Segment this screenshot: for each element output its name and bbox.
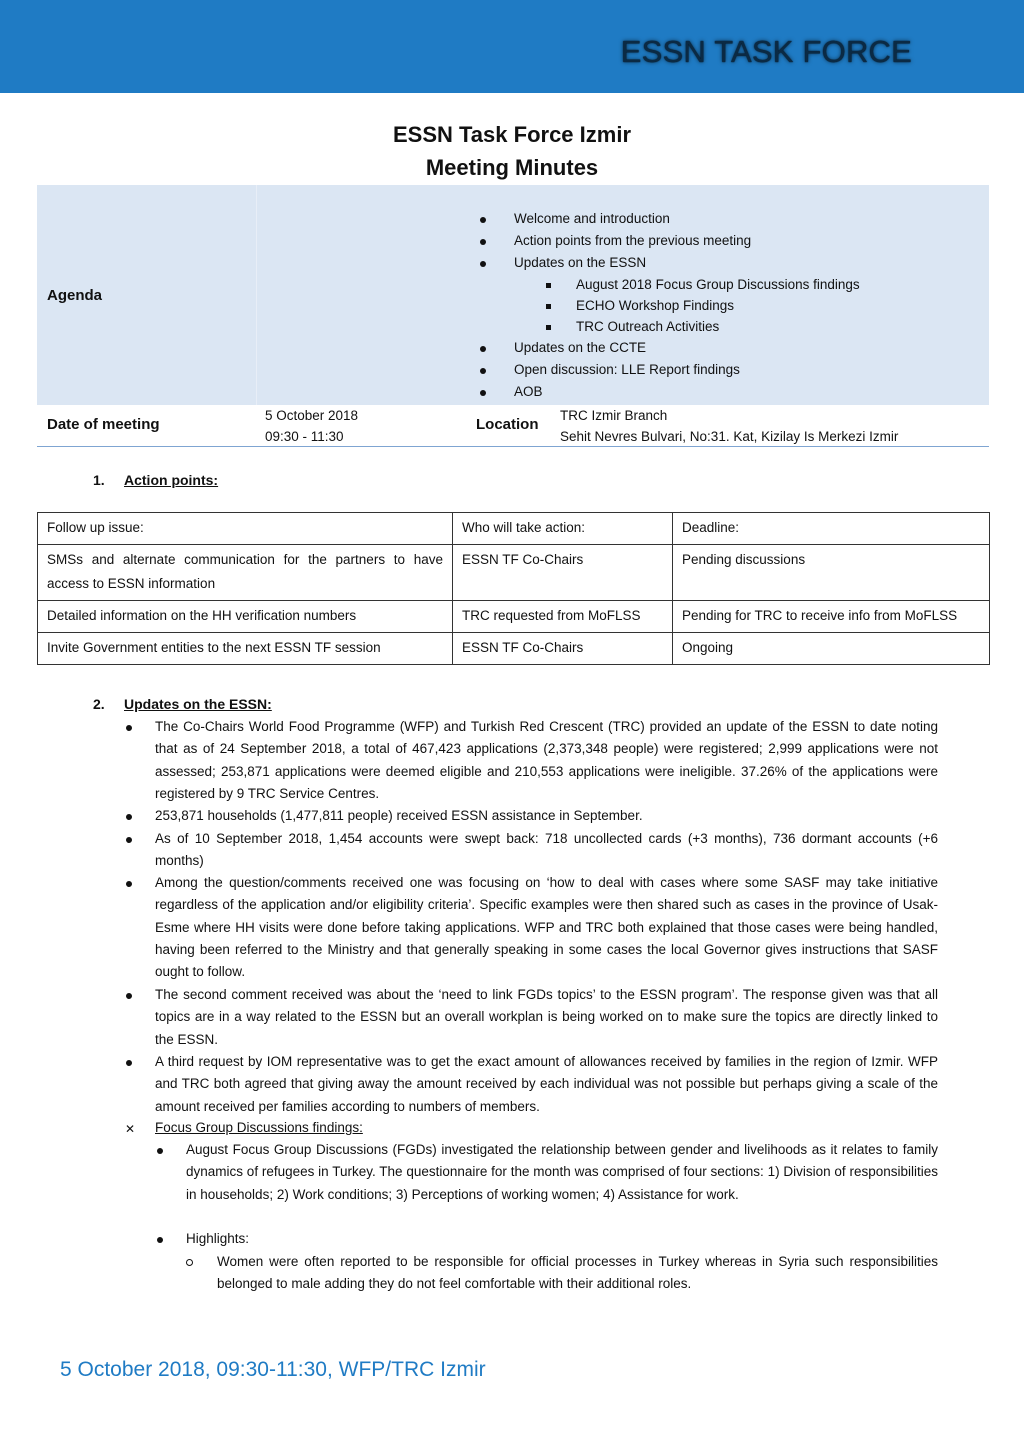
meeting-time: 09:30 - 11:30 xyxy=(265,429,344,444)
highlight-paragraph: Women were often reported to be responsible for official processes in Turkey whereas in Syria such responsibilities belonged to male adding they do not feel comfortable with their additional roles. xyxy=(217,1254,938,1292)
table-header-cell: Deadline: xyxy=(673,513,990,545)
x-bullet-icon: ✕ xyxy=(125,1122,136,1136)
bullet-icon xyxy=(480,390,486,396)
square-bullet-icon xyxy=(546,304,551,309)
fgd-heading: Focus Group Discussions findings: xyxy=(155,1120,363,1135)
document-subtitle: Meeting Minutes xyxy=(425,155,599,180)
table-row xyxy=(38,545,990,601)
location-label: Location xyxy=(476,416,539,433)
table-header-row xyxy=(38,513,990,545)
table-header-cell: Follow up issue: xyxy=(38,513,453,545)
bullet-icon xyxy=(480,346,486,352)
bullet-icon xyxy=(480,239,486,245)
document-title: ESSN Task Force Izmir xyxy=(392,122,631,147)
section-title: Updates on the ESSN: xyxy=(124,696,272,712)
table-cell: ESSN TF Co-Chairs xyxy=(453,633,673,665)
update-paragraph: As of 10 September 2018, 1,454 accounts were swept back: 718 uncollected cards (+3 months), 736 dormant accounts (+6 months) xyxy=(155,831,938,869)
table-cell: TRC requested from MoFLSS xyxy=(453,601,673,633)
header-banner xyxy=(0,0,1024,93)
bullet-icon xyxy=(126,725,132,731)
table-header-cell: Who will take action: xyxy=(453,513,673,545)
square-bullet-icon xyxy=(546,325,551,330)
agenda-divider xyxy=(256,185,257,405)
bullet-icon xyxy=(126,837,132,843)
bullet-icon xyxy=(126,1060,132,1066)
section-title: Action points: xyxy=(124,472,219,488)
bullet-icon xyxy=(480,261,486,267)
page-footer: 5 October 2018, 09:30-11:30, WFP/TRC Izmir xyxy=(60,1358,486,1381)
meeting-info-row xyxy=(37,405,989,447)
bullet-icon xyxy=(157,1237,163,1243)
date-label: Date of meeting xyxy=(47,416,160,433)
fgd-paragraph: Highlights: xyxy=(186,1231,250,1246)
table-cell: Invite Government entities to the next ESSN TF session xyxy=(38,633,453,665)
table-cell: Pending discussions xyxy=(673,545,990,601)
table-cell: SMSs and alternate communication for the partners to have access to ESSN information xyxy=(38,545,453,601)
circle-bullet-icon xyxy=(186,1259,193,1266)
table-row xyxy=(38,633,990,665)
table-cell: Pending for TRC to receive info from MoFLSS xyxy=(673,601,990,633)
bullet-icon xyxy=(480,368,486,374)
table-row xyxy=(38,601,990,633)
agenda-panel: Agenda Welcome and introduction Action points from the previous meeting Updates on the ESSN August 2018 Focus Group Discussions findings ECHO Workshop Findings TRC Outreach Activities Updates on the CCTE Open discussion: LLE Report findings AOB xyxy=(37,185,989,405)
update-paragraph: The Co-Chairs World Food Programme (WFP) and Turkish Red Crescent (TRC) provided an update of the ESSN to date noting that as of 24 September 2018, a total of 467,423 applications (2,373,348 people) were registered; 2,999 applications were not assessed; 253,871 applications were deemed eligible and 210,553 applications were ineligible. 37.26% of the applications were registered by 9 TRC Service Centres. xyxy=(155,719,938,801)
meeting-date: 5 October 2018 xyxy=(265,408,359,423)
update-paragraph: The second comment received was about the ‘need to link FGDs topics’ to the ESSN program’. The response given was that all topics are in a way related to the ESSN but an overall workplan is being worked on to make sure the topics are directly linked to the ESSN. xyxy=(155,987,938,1047)
action-points-table xyxy=(37,512,990,665)
update-paragraph: A third request by IOM representative was to get the exact amount of allowances received by families in the region of Izmir. WFP and TRC both agreed that giving away the amount received by each individual was not possible but perhaps giving a scale of the amount received per families according to numbers of members. xyxy=(155,1054,938,1114)
bullet-icon xyxy=(157,1148,163,1154)
bullet-icon xyxy=(480,217,486,223)
table-cell: Detailed information on the HH verification numbers xyxy=(38,601,453,633)
update-paragraph: 253,871 households (1,477,811 people) received ESSN assistance in September. xyxy=(155,808,643,823)
square-bullet-icon xyxy=(546,283,551,288)
agenda-label: Agenda xyxy=(47,287,103,304)
bullet-icon xyxy=(126,814,132,820)
location-address: Sehit Nevres Bulvari, No:31. Kat, Kizilay Is Merkezi Izmir xyxy=(560,429,899,444)
brand-title: ESSN TASK FORCE xyxy=(620,34,912,69)
table-cell: ESSN TF Co-Chairs xyxy=(453,545,673,601)
location-name: TRC Izmir Branch xyxy=(560,408,668,423)
fgd-paragraph: August Focus Group Discussions (FGDs) investigated the relationship between gender and livelihoods as it relates to family dynamics of refugees in Turkey. The questionnaire for the month was comprised of four sections: 1) Division of responsibilities in households; 2) Work conditions; 3) Perceptions of working women; 4) Assistance for work. xyxy=(186,1142,938,1202)
table-cell: Ongoing xyxy=(673,633,990,665)
update-paragraph: Among the question/comments received one was focusing on ‘how to deal with cases where some SASF may take initiative regardless of the application and/or eligibility criteria’. Specific examples were then shared such as cases in the province of Usak-Esme where HH visits were done before taking applications. WFP and TRC both explained that those cases were being handled, having been referred to the Ministry and that generally speaking in some cases the local Governor gives instructions that SASF ought to follow. xyxy=(155,875,938,980)
bullet-icon xyxy=(126,993,132,999)
bullet-icon xyxy=(126,881,132,887)
